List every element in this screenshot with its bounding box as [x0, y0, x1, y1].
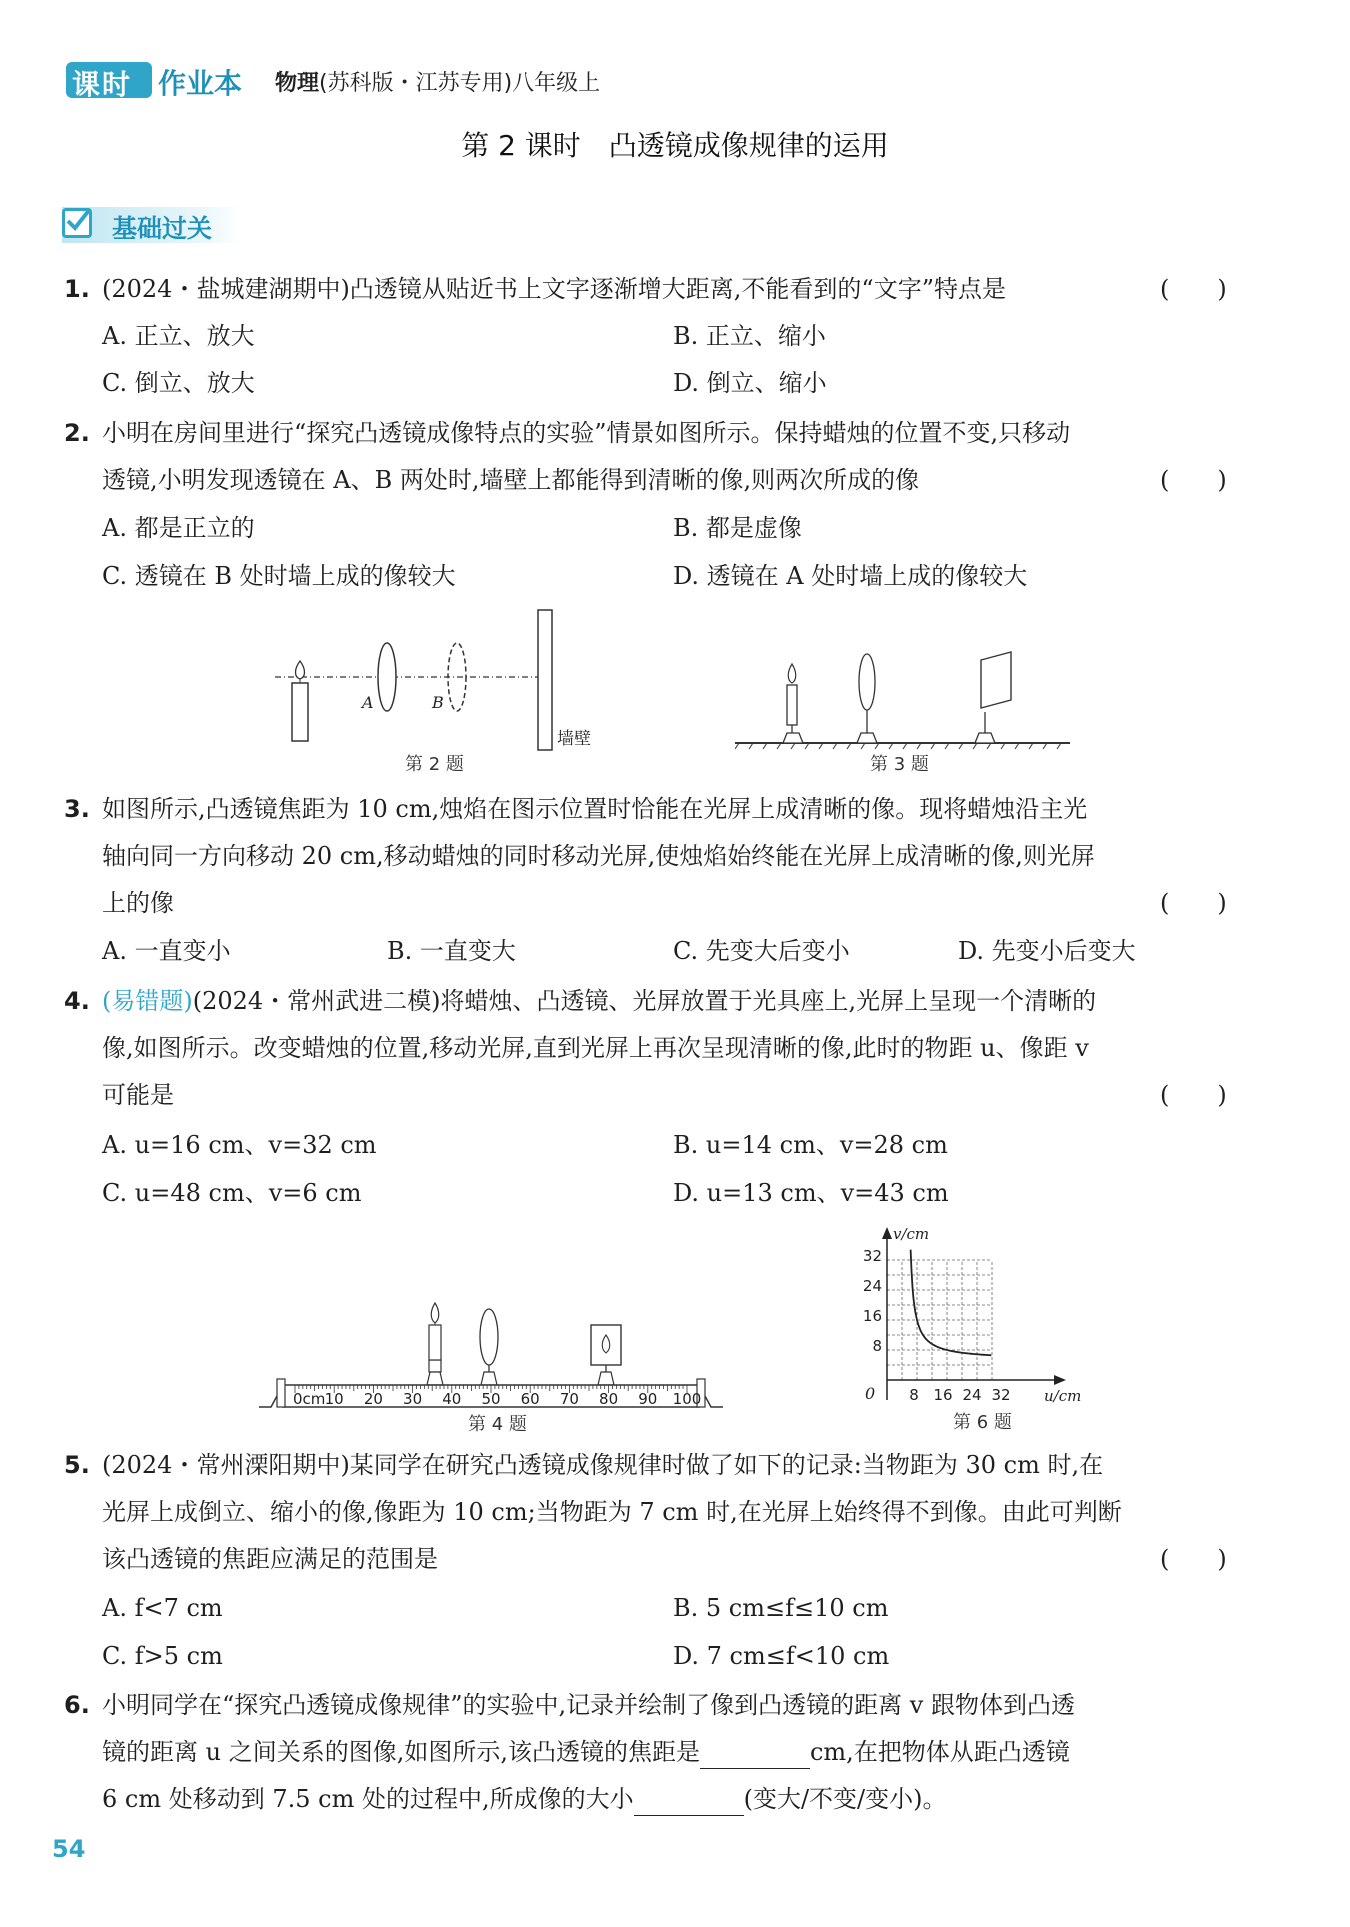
q2-line2: 透镜,小明发现透镜在 A、B 两处时,墙壁上都能得到清晰的像,则两次所成的像 [102, 466, 920, 494]
bench-tick-label: 0cm [293, 1390, 326, 1408]
bench-tick-label: 80 [599, 1390, 619, 1408]
bench-tick-label: 20 [363, 1390, 383, 1408]
q3-answer-paren[interactable]: ( ) [1160, 889, 1227, 917]
q3-option-a[interactable]: A. 一直变小 [102, 937, 231, 965]
q2-option-b[interactable]: B. 都是虚像 [673, 514, 802, 542]
q3-line1: 如图所示,凸透镜焦距为 10 cm,烛焰在图示位置时恰能在光屏上成清晰的像。现将蜡烛沿主光 [102, 795, 1088, 823]
q6-line3 [102, 1782, 947, 1816]
q3-option-c[interactable]: C. 先变大后变小 [673, 937, 850, 965]
q5-answer-paren[interactable]: ( ) [1160, 1545, 1227, 1573]
q5-number: 5. [64, 1451, 90, 1479]
brand-a: 课时 [72, 68, 133, 101]
figure-4 [255, 1215, 745, 1415]
q2-answer-paren[interactable]: ( ) [1160, 466, 1227, 494]
q6-line2a: 镜的距离 u 之间关系的图像,如图所示,该凸透镜的焦距是 [102, 1738, 700, 1766]
bench-tick-label: 70 [559, 1390, 579, 1408]
header-logo [66, 62, 152, 101]
q2-option-d[interactable]: D. 透镜在 A 处时墙上成的像较大 [673, 562, 1028, 590]
q3-option-b[interactable]: B. 一直变大 [387, 937, 516, 965]
q3-line3: 上的像 [102, 889, 174, 917]
bench-tick-label: 50 [481, 1390, 501, 1408]
q2-option-c[interactable]: C. 透镜在 B 处时墙上成的像较大 [102, 562, 456, 590]
q4-line2: 像,如图所示。改变蜡烛的位置,移动光屏,直到光屏上再次呈现清晰的像,此时的物距 u、像距 v [102, 1034, 1089, 1062]
page-number: 54 [52, 1835, 86, 1863]
bench-tick-label: 40 [442, 1390, 462, 1408]
q1-answer-paren[interactable]: ( ) [1160, 275, 1227, 303]
flame-icon [296, 661, 305, 679]
bench-tick-label: 90 [638, 1390, 658, 1408]
checkbox-icon [62, 208, 92, 238]
q6-blank-focal-length[interactable] [700, 1742, 810, 1769]
q6-line3b: (变大/不变/变小)。 [743, 1785, 947, 1813]
fig6-xlabel: u/cm [1044, 1387, 1082, 1405]
q5-line1: (2024・常州溧阳期中)某同学在研究凸透镜成像规律时做了如下的记录:当物距为 30 cm 时,在 [102, 1451, 1104, 1479]
q6-blank-image-size[interactable] [634, 1789, 744, 1816]
q4-line1 [102, 984, 1096, 1018]
q5-line3: 该凸透镜的焦距应满足的范围是 [102, 1545, 438, 1573]
q3-line2: 轴向同一方向移动 20 cm,移动蜡烛的同时移动光屏,使烛焰始终能在光屏上成清晰的像,则光屏 [102, 842, 1095, 870]
bench-tick-label: 10 [324, 1390, 344, 1408]
q6-line2 [102, 1735, 1070, 1769]
candle-body [292, 683, 308, 741]
q1-number: 1. [64, 275, 90, 303]
q6-line1: 小明同学在“探究凸透镜成像规律”的实验中,记录并绘制了像到凸透镜的距离 v 跟物体到凸透 [102, 1691, 1075, 1719]
q5-line2: 光屏上成倒立、缩小的像,像距为 10 cm;当物距为 7 cm 时,在光屏上始终得不到像。由此可判断 [102, 1498, 1122, 1526]
fig2-caption: 第 2 题 [405, 754, 464, 775]
q4-tag: (易错题) [102, 987, 193, 1015]
fig6-xtick: 8 [909, 1386, 919, 1404]
q4-line1-text: (2024・常州武进二模)将蜡烛、凸透镜、光屏放置于光具座上,光屏上呈现一个清晰的 [192, 987, 1097, 1015]
fig2-label-a: A [362, 693, 374, 712]
fig2-wall-label: 墙壁 [557, 729, 591, 749]
subject-bold: 物理 [275, 71, 320, 96]
page-title: 第 2 课时 凸透镜成像规律的运用 [461, 129, 889, 162]
header-subject [275, 66, 600, 97]
q1-option-d[interactable]: D. 倒立、缩小 [673, 369, 827, 397]
q4-option-a[interactable]: A. u=16 cm、v=32 cm [102, 1131, 377, 1159]
q3-option-d[interactable]: D. 先变小后变大 [958, 937, 1136, 965]
q5-option-d[interactable]: D. 7 cm≤f<10 cm [673, 1642, 890, 1670]
q4-line3: 可能是 [102, 1081, 174, 1109]
fig6-ylabel: v/cm [893, 1225, 930, 1243]
fig6-caption: 第 6 题 [953, 1412, 1012, 1433]
q2-option-a[interactable]: A. 都是正立的 [102, 514, 255, 542]
figure-3 [735, 640, 1075, 750]
wall [538, 610, 552, 750]
fig6-xtick: 32 [991, 1386, 1011, 1404]
q1-option-a[interactable]: A. 正立、放大 [102, 322, 255, 350]
fig6-origin: 0 [865, 1384, 876, 1403]
q4-answer-paren[interactable]: ( ) [1160, 1081, 1227, 1109]
q4-option-c[interactable]: C. u=48 cm、v=6 cm [102, 1179, 362, 1207]
fig4-caption: 第 4 题 [468, 1414, 527, 1435]
subject-rest: (苏科版・江苏专用)八年级上 [319, 71, 601, 96]
q5-option-c[interactable]: C. f>5 cm [102, 1642, 223, 1670]
q4-option-b[interactable]: B. u=14 cm、v=28 cm [673, 1131, 948, 1159]
q1-option-b[interactable]: B. 正立、缩小 [673, 322, 826, 350]
figure-6 [855, 1225, 1095, 1405]
fig6-xtick: 24 [962, 1386, 982, 1404]
fig6-ytick: 16 [862, 1307, 882, 1325]
lens-a [378, 643, 396, 711]
fig6-xtick: 16 [933, 1386, 953, 1404]
q4-option-d[interactable]: D. u=13 cm、v=43 cm [673, 1179, 949, 1207]
q6-line2b: cm,在把物体从距凸透镜 [809, 1738, 1070, 1766]
section-title: 基础过关 [112, 214, 213, 243]
q1-option-c[interactable]: C. 倒立、放大 [102, 369, 255, 397]
fig6-ytick: 32 [862, 1247, 882, 1265]
q4-number: 4. [64, 987, 90, 1015]
q5-option-a[interactable]: A. f<7 cm [102, 1594, 223, 1622]
q3-number: 3. [64, 795, 90, 823]
fig3-caption: 第 3 题 [870, 754, 929, 775]
bench-tick-label: 100 [672, 1390, 702, 1408]
bench-tick-label: 60 [520, 1390, 540, 1408]
figure-2 [270, 605, 610, 755]
q6-number: 6. [64, 1691, 90, 1719]
q1-line1: (2024・盐城建湖期中)凸透镜从贴近书上文字逐渐增大距离,不能看到的“文字”特点是 [102, 275, 1006, 303]
bench-tick-label: 30 [403, 1390, 423, 1408]
q6-line3a: 6 cm 处移动到 7.5 cm 处的过程中,所成像的大小 [102, 1785, 634, 1813]
brand-b: 作业本 [158, 67, 243, 100]
q5-option-b[interactable]: B. 5 cm≤f≤10 cm [673, 1594, 889, 1622]
q2-line1: 小明在房间里进行“探究凸透镜成像特点的实验”情景如图所示。保持蜡烛的位置不变,只移动 [102, 419, 1071, 447]
fig6-ytick: 8 [872, 1337, 882, 1355]
fig2-label-b: B [432, 693, 444, 712]
fig6-ytick: 24 [862, 1277, 882, 1295]
q2-number: 2. [64, 419, 90, 447]
